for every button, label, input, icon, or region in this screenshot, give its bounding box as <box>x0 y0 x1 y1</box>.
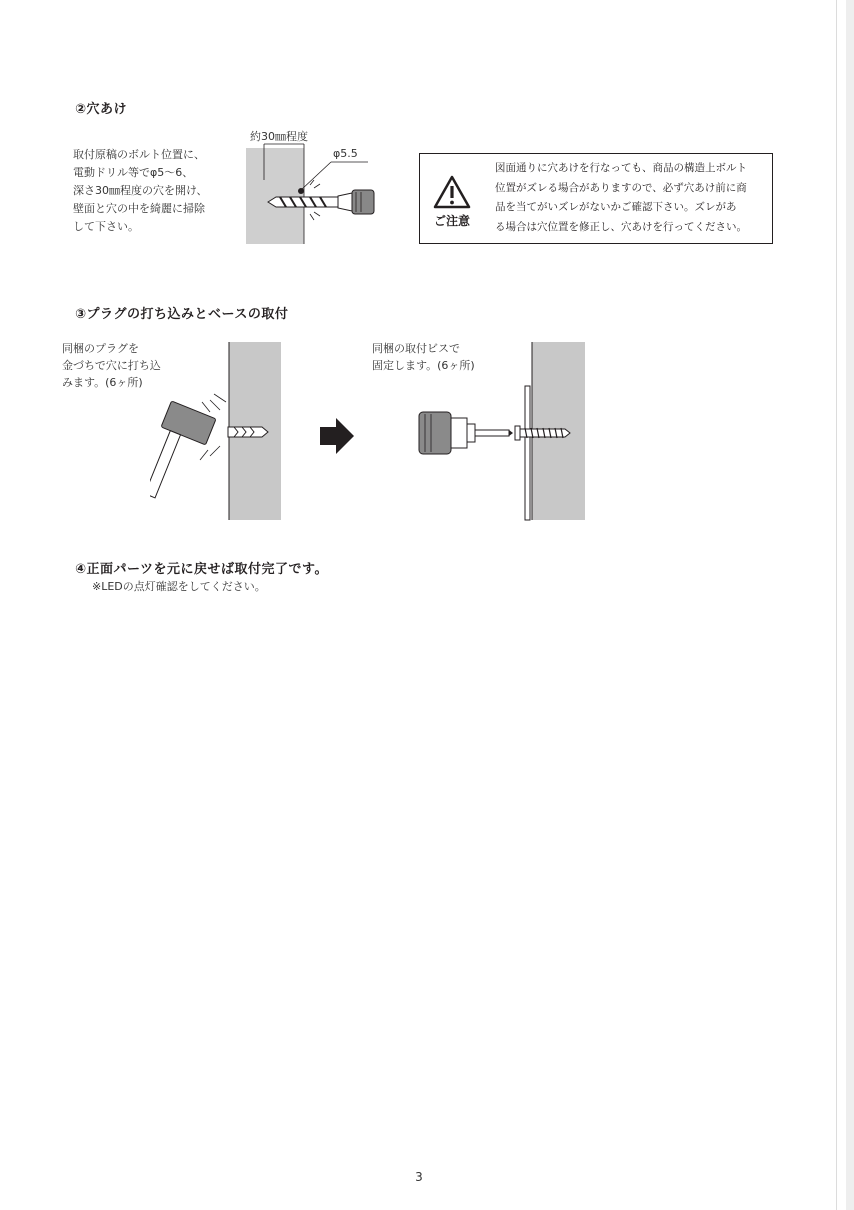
section4-heading: ④正面パーツを元に戻せば取付完了です。 <box>75 562 328 577</box>
arrow-right-icon <box>320 418 356 454</box>
page-number: 3 <box>415 1170 423 1184</box>
caution-line: る場合は穴位置を修正し、穴あけを行ってください。 <box>495 220 747 233</box>
instruction-line: 壁面と穴の中を綺麗に掃除 <box>73 202 205 215</box>
screw-figure <box>415 340 587 522</box>
instruction-line: 金づちで穴に打ち込 <box>62 359 161 372</box>
drill-bit <box>268 197 338 207</box>
hammer-figure <box>150 340 285 522</box>
instruction-line: して下さい。 <box>73 220 139 233</box>
section2-instructions <box>73 146 208 236</box>
caution-line: 位置がズレる場合がありますので、必ず穴あけ前に商 <box>495 181 747 194</box>
drill-body <box>419 412 513 454</box>
instruction-line: 深さ30㎜程度の穴を開け、 <box>73 184 208 197</box>
instruction-line: 固定します。(6ヶ所) <box>372 359 475 372</box>
led-check-note: ※LEDの点灯確認をしてください。 <box>92 580 266 593</box>
page-edge-line <box>836 0 837 1210</box>
caution-label: ご注意 <box>434 214 471 228</box>
plug-instructions <box>62 340 161 391</box>
base-plate <box>525 386 530 520</box>
drilling-figure <box>240 140 380 250</box>
instruction-line: みます。(6ヶ所) <box>62 376 143 389</box>
section3-heading: ③プラグの打ち込みとベースの取付 <box>75 307 289 322</box>
caution-text <box>495 159 747 237</box>
instruction-line: 同梱のプラグを <box>62 342 139 355</box>
caution-box <box>419 153 773 244</box>
page-edge-shade <box>846 0 854 1210</box>
drill-body <box>338 190 374 214</box>
instruction-line: 取付原稿のボルト位置に、 <box>73 148 205 161</box>
plug <box>228 427 268 437</box>
caution-line: 品を当てがいズレがないかご確認下さい。ズレがあ <box>495 201 737 213</box>
hammer-icon <box>150 401 216 508</box>
caution-line: 図面通りに穴あけを行なっても、商品の構造上ボルト <box>495 162 747 174</box>
depth-label: 約30㎜程度 <box>250 130 308 143</box>
wall-section <box>246 148 304 244</box>
instruction-line: 電動ドリル等でφ5～6、 <box>73 166 194 179</box>
warning-icon <box>432 174 472 210</box>
section2-heading: ②穴あけ <box>75 102 128 117</box>
diameter-label: φ5.5 <box>333 147 358 160</box>
instruction-line: 同梱の取付ビスで <box>372 342 460 355</box>
